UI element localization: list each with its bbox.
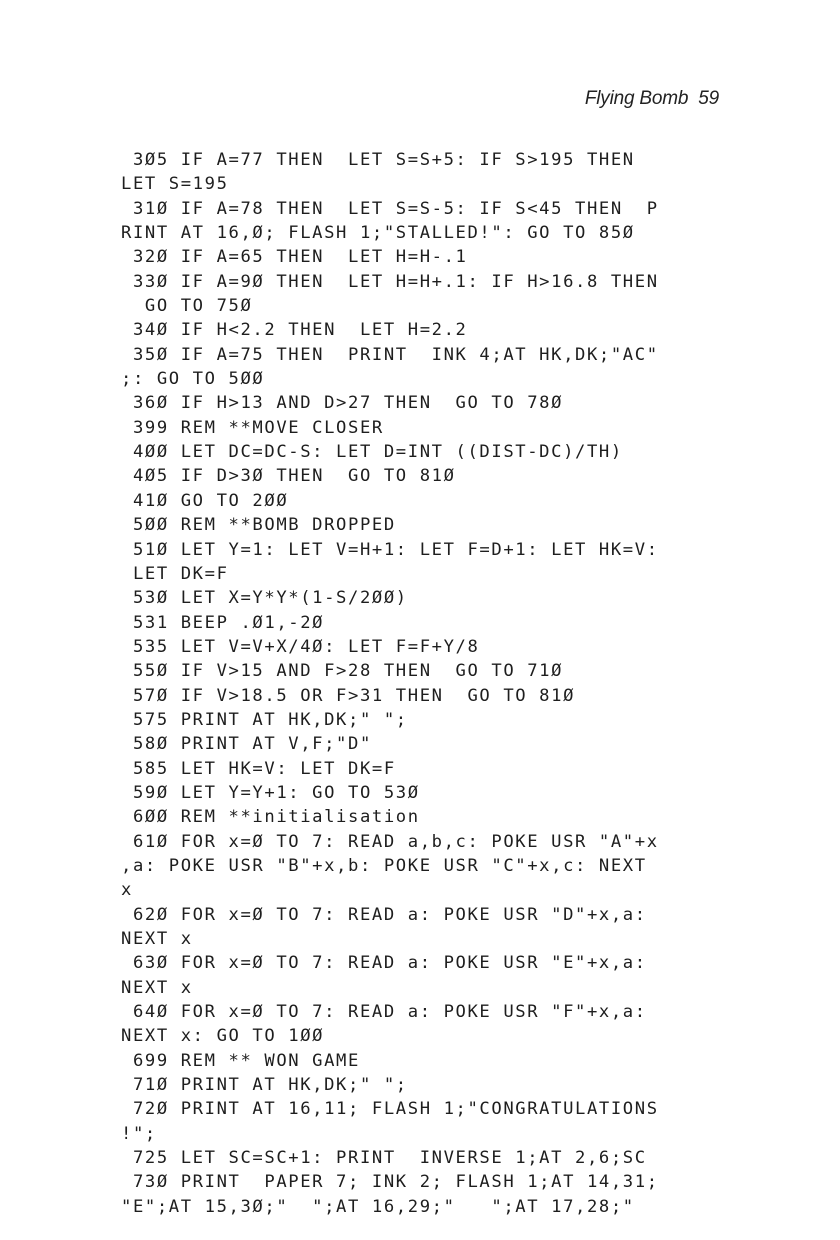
code-line: 34Ø IF H<2.2 THEN LET H=2.2	[121, 320, 468, 341]
code-line: NEXT x	[121, 977, 193, 998]
code-line: 55Ø IF V>15 AND F>28 THEN GO TO 71Ø	[121, 661, 564, 682]
code-line: 4ØØ LET DC=DC-S: LET D=INT ((DIST-DC)/TH)	[121, 442, 623, 463]
code-line: 72Ø PRINT AT 16,11; FLASH 1;"CONGRATULATIONS	[121, 1099, 659, 1120]
code-line: ,a: POKE USR "B"+x,b: POKE USR "C"+x,c: NEXT	[121, 855, 647, 876]
code-line: 35Ø IF A=75 THEN PRINT INK 4;AT HK,DK;"AC"	[121, 344, 659, 365]
code-line: NEXT x: GO TO 1ØØ	[121, 1026, 325, 1047]
code-line: 51Ø LET Y=1: LET V=H+1: LET F=D+1: LET HK=V:	[121, 539, 659, 560]
code-line: 5ØØ REM **BOMB DROPPED	[121, 515, 396, 536]
code-line: 53Ø LET X=Y*Y*(1-S/2ØØ)	[121, 588, 408, 609]
code-line: 535 LET V=V+X/4Ø: LET F=F+Y/8	[121, 636, 480, 657]
code-line: LET S=195	[121, 174, 229, 195]
chapter-title: Flying Bomb	[584, 88, 689, 109]
code-line: 575 PRINT AT HK,DK;" ";	[121, 709, 408, 730]
code-line: "E";AT 15,3Ø;" ";AT 16,29;" ";AT 17,28;"	[121, 1196, 635, 1217]
code-line: 62Ø FOR x=Ø TO 7: READ a: POKE USR "D"+x,a:	[121, 904, 647, 925]
code-line: 531 BEEP .Ø1,-2Ø	[121, 612, 325, 633]
code-line: 73Ø PRINT PAPER 7; INK 2; FLASH 1;AT 14,31;	[121, 1172, 659, 1193]
code-line: 33Ø IF A=9Ø THEN LET H=H+.1: IF H>16.8 THEN	[121, 271, 659, 292]
code-line: 59Ø LET Y=Y+1: GO TO 53Ø	[121, 782, 420, 803]
code-line: 57Ø IF V>18.5 OR F>31 THEN GO TO 81Ø	[121, 685, 576, 706]
running-head	[585, 88, 719, 110]
code-line: 725 LET SC=SC+1: PRINT INVERSE 1;AT 2,6;SC	[121, 1148, 647, 1169]
code-line: 36Ø IF H>13 AND D>27 THEN GO TO 78Ø	[121, 393, 564, 414]
code-line: GO TO 75Ø	[121, 296, 253, 317]
code-line: 31Ø IF A=78 THEN LET S=S-5: IF S<45 THEN P	[121, 198, 659, 219]
code-line: !";	[121, 1123, 157, 1144]
code-line: RINT AT 16,Ø; FLASH 1;"STALLED!": GO TO 85Ø	[121, 223, 635, 244]
code-line: 32Ø IF A=65 THEN LET H=H-.1	[121, 247, 468, 268]
code-line: 4Ø5 IF D>3Ø THEN GO TO 81Ø	[121, 466, 456, 487]
code-line: 399 REM **MOVE CLOSER	[121, 417, 384, 438]
code-line: x	[121, 880, 133, 901]
code-line: 71Ø PRINT AT HK,DK;" ";	[121, 1075, 408, 1096]
code-line: 41Ø GO TO 2ØØ	[121, 490, 289, 511]
code-line: 61Ø FOR x=Ø TO 7: READ a,b,c: POKE USR "A"+x	[121, 831, 659, 852]
code-line: 58Ø PRINT AT V,F;"D"	[121, 734, 372, 755]
code-line: LET DK=F	[121, 563, 229, 584]
page-number: 59	[698, 88, 719, 109]
code-line: 3Ø5 IF A=77 THEN LET S=S+5: IF S>195 THEN	[121, 150, 635, 170]
code-line: 63Ø FOR x=Ø TO 7: READ a: POKE USR "E"+x,a:	[121, 953, 647, 974]
program-listing	[121, 148, 741, 1219]
code-line: NEXT x	[121, 929, 193, 949]
code-line: 699 REM ** WON GAME	[121, 1050, 360, 1071]
code-line: ;: GO TO 5ØØ	[121, 369, 265, 390]
code-line: 6ØØ REM **initialisation	[121, 807, 420, 828]
code-line: 585 LET HK=V: LET DK=F	[121, 758, 396, 779]
code-line: 64Ø FOR x=Ø TO 7: READ a: POKE USR "F"+x,a:	[121, 1002, 647, 1023]
